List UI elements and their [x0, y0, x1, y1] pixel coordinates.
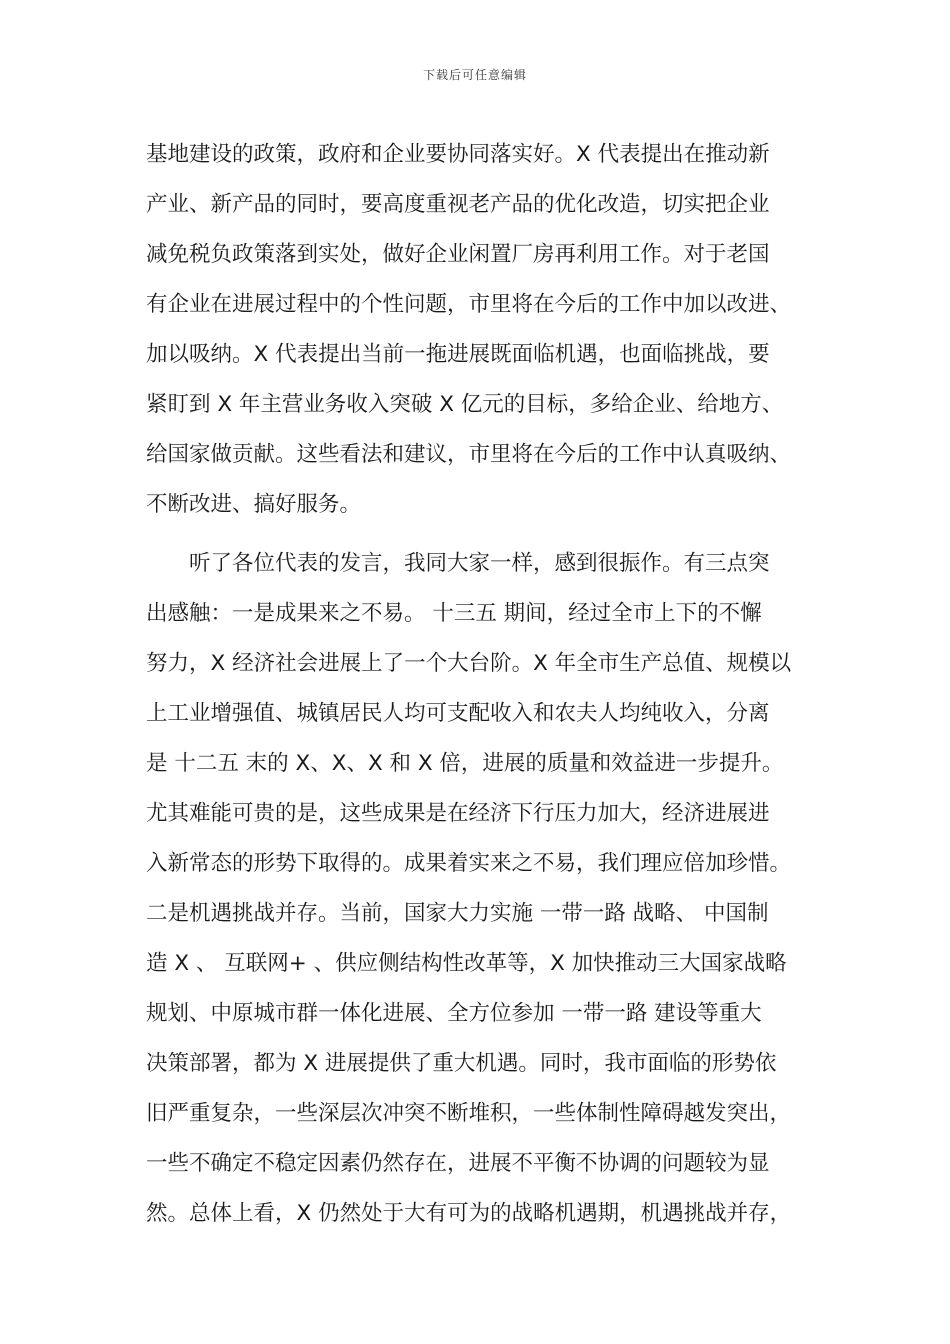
text-line: 一些不确定不稳定因素仍然存在，进展不平衡不协调的问题较为显	[146, 1151, 770, 1176]
text-line: 规划、中原城市群一体化进展、全方位参加 一带一路 建设等重大	[146, 1001, 762, 1026]
text-line: 基地建设的政策，政府和企业要协同落实好。X 代表提出在推动新	[146, 142, 770, 167]
text-line: 决策部署，都为 X 进展提供了重大机遇。同时，我市面临的形势依	[146, 1051, 777, 1076]
text-line: 然。总体上看，X 仍然处于大有可为的战略机遇期，机遇挑战并存，	[146, 1201, 792, 1226]
text-line: 听了各位代表的发言，我同大家一样，感到很振作。有三点突	[189, 551, 770, 576]
text-line: 上工业增强值、城镇居民人均可支配收入和农夫人均纯收入，分离	[146, 701, 770, 726]
text-line: 给国家做贡献。这些看法和建议，市里将在今后的工作中认真吸纳、	[146, 442, 792, 467]
text-line: 减免税负政策落到实处，做好企业闲置厂房再利用工作。对于老国	[146, 242, 770, 267]
text-line: 出感触：一是成果来之不易。 十三五 期间，经过全市上下的不懈	[146, 601, 762, 626]
text-line: 不断改进、搞好服务。	[146, 492, 362, 517]
text-line: 是 十二五 末的 X、X、X 和 X 倍，进展的质量和效益进一步提升。	[146, 751, 784, 776]
text-line: 二是机遇挑战并存。当前，国家大力实施 一带一路 战略、 中国制	[146, 901, 769, 926]
body-text	[146, 130, 826, 1239]
text-line: 旧严重复杂，一些深层次冲突不断堆积，一些体制性障碍越发突出，	[146, 1101, 792, 1126]
text-line: 产业、新产品的同时，要高度重视老产品的优化改造，切实把企业	[146, 192, 770, 217]
text-line: 造 X 、 互联网+ 、供应侧结构性改革等，X 加快推动三大国家战略	[146, 951, 787, 976]
page-header: 下载后可任意编辑	[422, 68, 527, 82]
text-line: 加以吸纳。X 代表提出当前一拖进展既面临机遇，也面临挑战，要	[146, 342, 770, 367]
text-line: 紧盯到 X 年主营业务收入突破 X 亿元的目标，多给企业、给地方、	[146, 392, 784, 417]
text-line: 入新常态的形势下取得的。成果着实来之不易，我们理应倍加珍惜。	[146, 851, 792, 876]
text-line: 努力，X 经济社会进展上了一个大台阶。X 年全市生产总值、规模以	[146, 651, 792, 676]
text-line: 尤其难能可贵的是，这些成果是在经济下行压力加大，经济进展进	[146, 801, 770, 826]
text-line: 有企业在进展过程中的个性问题，市里将在今后的工作中加以改进、	[146, 292, 792, 317]
